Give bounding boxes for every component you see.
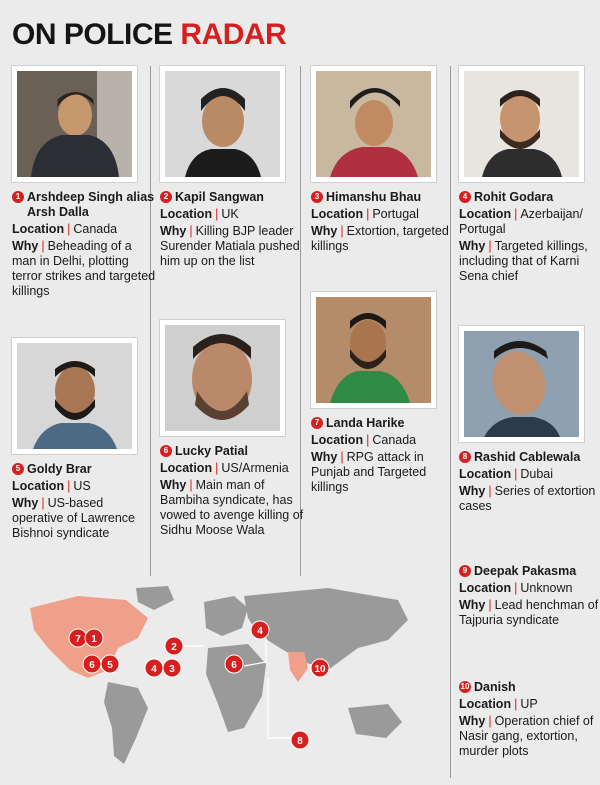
profile-card bbox=[160, 66, 305, 269]
person-name: 10 Danish bbox=[460, 680, 516, 694]
svg-text:6: 6 bbox=[89, 660, 95, 671]
location-row: Location | Unknown bbox=[459, 581, 573, 595]
svg-text:2: 2 bbox=[171, 642, 177, 653]
location-row: Location | US/Armenia bbox=[160, 461, 289, 475]
map-pin bbox=[101, 655, 119, 673]
location-row: Location | UK bbox=[160, 207, 239, 221]
person-name: 1 Arshdeep Singh alias Arsh Dalla bbox=[12, 190, 157, 220]
profile-card bbox=[459, 672, 600, 759]
location-row: Location | Portugal bbox=[311, 207, 419, 221]
map-pin bbox=[83, 655, 101, 673]
person-name: 9 Deepak Pakasma bbox=[459, 564, 600, 579]
why-row: Why | Beheading of a man in Delhi, plotting terror strikes and targeted killings bbox=[12, 239, 156, 298]
page-title bbox=[12, 18, 286, 52]
why-row: Why | Series of extortion cases bbox=[459, 484, 596, 513]
location-row: Location | Dubai bbox=[459, 467, 554, 481]
person-name: 3 Himanshu Bhau bbox=[311, 190, 456, 205]
svg-text:5: 5 bbox=[107, 660, 113, 671]
map-pin bbox=[291, 731, 309, 749]
world-map bbox=[8, 578, 440, 778]
man-bearded-photo bbox=[459, 66, 584, 182]
man-cap-photo bbox=[311, 66, 436, 182]
profile-card bbox=[160, 320, 305, 538]
map-pin bbox=[251, 621, 269, 639]
map-pin bbox=[165, 637, 183, 655]
man-hoodie-photo bbox=[12, 66, 137, 182]
why-row: Why | Lead henchman of Tajpuria syndicate bbox=[459, 598, 599, 627]
why-row: Why | RPG attack in Punjab and Targeted killings bbox=[311, 450, 427, 494]
location-row: Location | US bbox=[12, 479, 91, 493]
location-row: Location | Canada bbox=[12, 222, 118, 236]
map-pin bbox=[163, 659, 181, 677]
svg-text:4: 4 bbox=[151, 664, 157, 675]
person-name: 7 Landa Harike bbox=[311, 416, 456, 431]
person-name: 6 Lucky Patial bbox=[160, 444, 305, 459]
svg-text:1: 1 bbox=[91, 634, 97, 645]
why-row: Why | US-based operative of Lawrence Bishnoi syndicate bbox=[12, 496, 135, 540]
svg-text:6: 6 bbox=[231, 660, 237, 671]
svg-text:8: 8 bbox=[297, 736, 303, 747]
profile-card bbox=[459, 326, 600, 514]
location-row: Location | Canada bbox=[311, 433, 417, 447]
greenland-shape bbox=[136, 586, 174, 610]
why-row: Why | Main man of Bambiha syndicate, has vowed to avenge killing of Sidhu Moose Wala bbox=[160, 478, 304, 537]
profile-card bbox=[12, 66, 157, 299]
person-name: 2 Kapil Sangwan bbox=[160, 190, 305, 205]
location-row: Location | UP bbox=[459, 697, 538, 711]
map-pin bbox=[69, 629, 87, 647]
map-pin bbox=[85, 629, 103, 647]
man-green-shirt-photo bbox=[311, 292, 436, 408]
title-part-red: RADAR bbox=[180, 18, 287, 51]
australia-shape bbox=[348, 704, 402, 738]
why-row: Why | Killing BJP leader Surender Matiala pushed him up on the list bbox=[160, 224, 300, 268]
why-row: Why | Extortion, targeted killings bbox=[311, 224, 449, 253]
why-row: Why | Targeted killings, including that of Karni Sena chief bbox=[459, 239, 588, 283]
map-pin bbox=[311, 659, 329, 677]
person-name: 5 Goldy Brar bbox=[12, 462, 157, 477]
title-part-dark: ON POLICE bbox=[12, 18, 173, 51]
profile-card bbox=[459, 66, 600, 284]
man-closeup-photo bbox=[160, 320, 285, 436]
profile-card bbox=[311, 66, 456, 254]
map-pin bbox=[145, 659, 163, 677]
man-beard-photo bbox=[12, 338, 137, 454]
profile-card bbox=[459, 556, 600, 628]
man-tilted-photo bbox=[459, 326, 584, 442]
europe-shape bbox=[204, 596, 248, 636]
person-name: 8 Rashid Cablewala bbox=[459, 450, 600, 465]
location-row: Location | Azerbaijan/ Portugal bbox=[459, 207, 583, 236]
why-row: Why | Operation chief of Nasir gang, extortion, murder plots bbox=[459, 714, 594, 758]
india-shape bbox=[288, 652, 308, 682]
person-name: 4 Rohit Godara bbox=[459, 190, 600, 205]
svg-text:4: 4 bbox=[257, 626, 263, 637]
svg-text:10: 10 bbox=[314, 664, 326, 675]
map-pin bbox=[225, 655, 243, 673]
svg-text:3: 3 bbox=[169, 664, 175, 675]
south-america-shape bbox=[104, 682, 148, 764]
profile-card bbox=[12, 338, 157, 541]
svg-text:7: 7 bbox=[75, 634, 81, 645]
man-mugshot-photo bbox=[160, 66, 285, 182]
profile-card bbox=[311, 292, 456, 495]
